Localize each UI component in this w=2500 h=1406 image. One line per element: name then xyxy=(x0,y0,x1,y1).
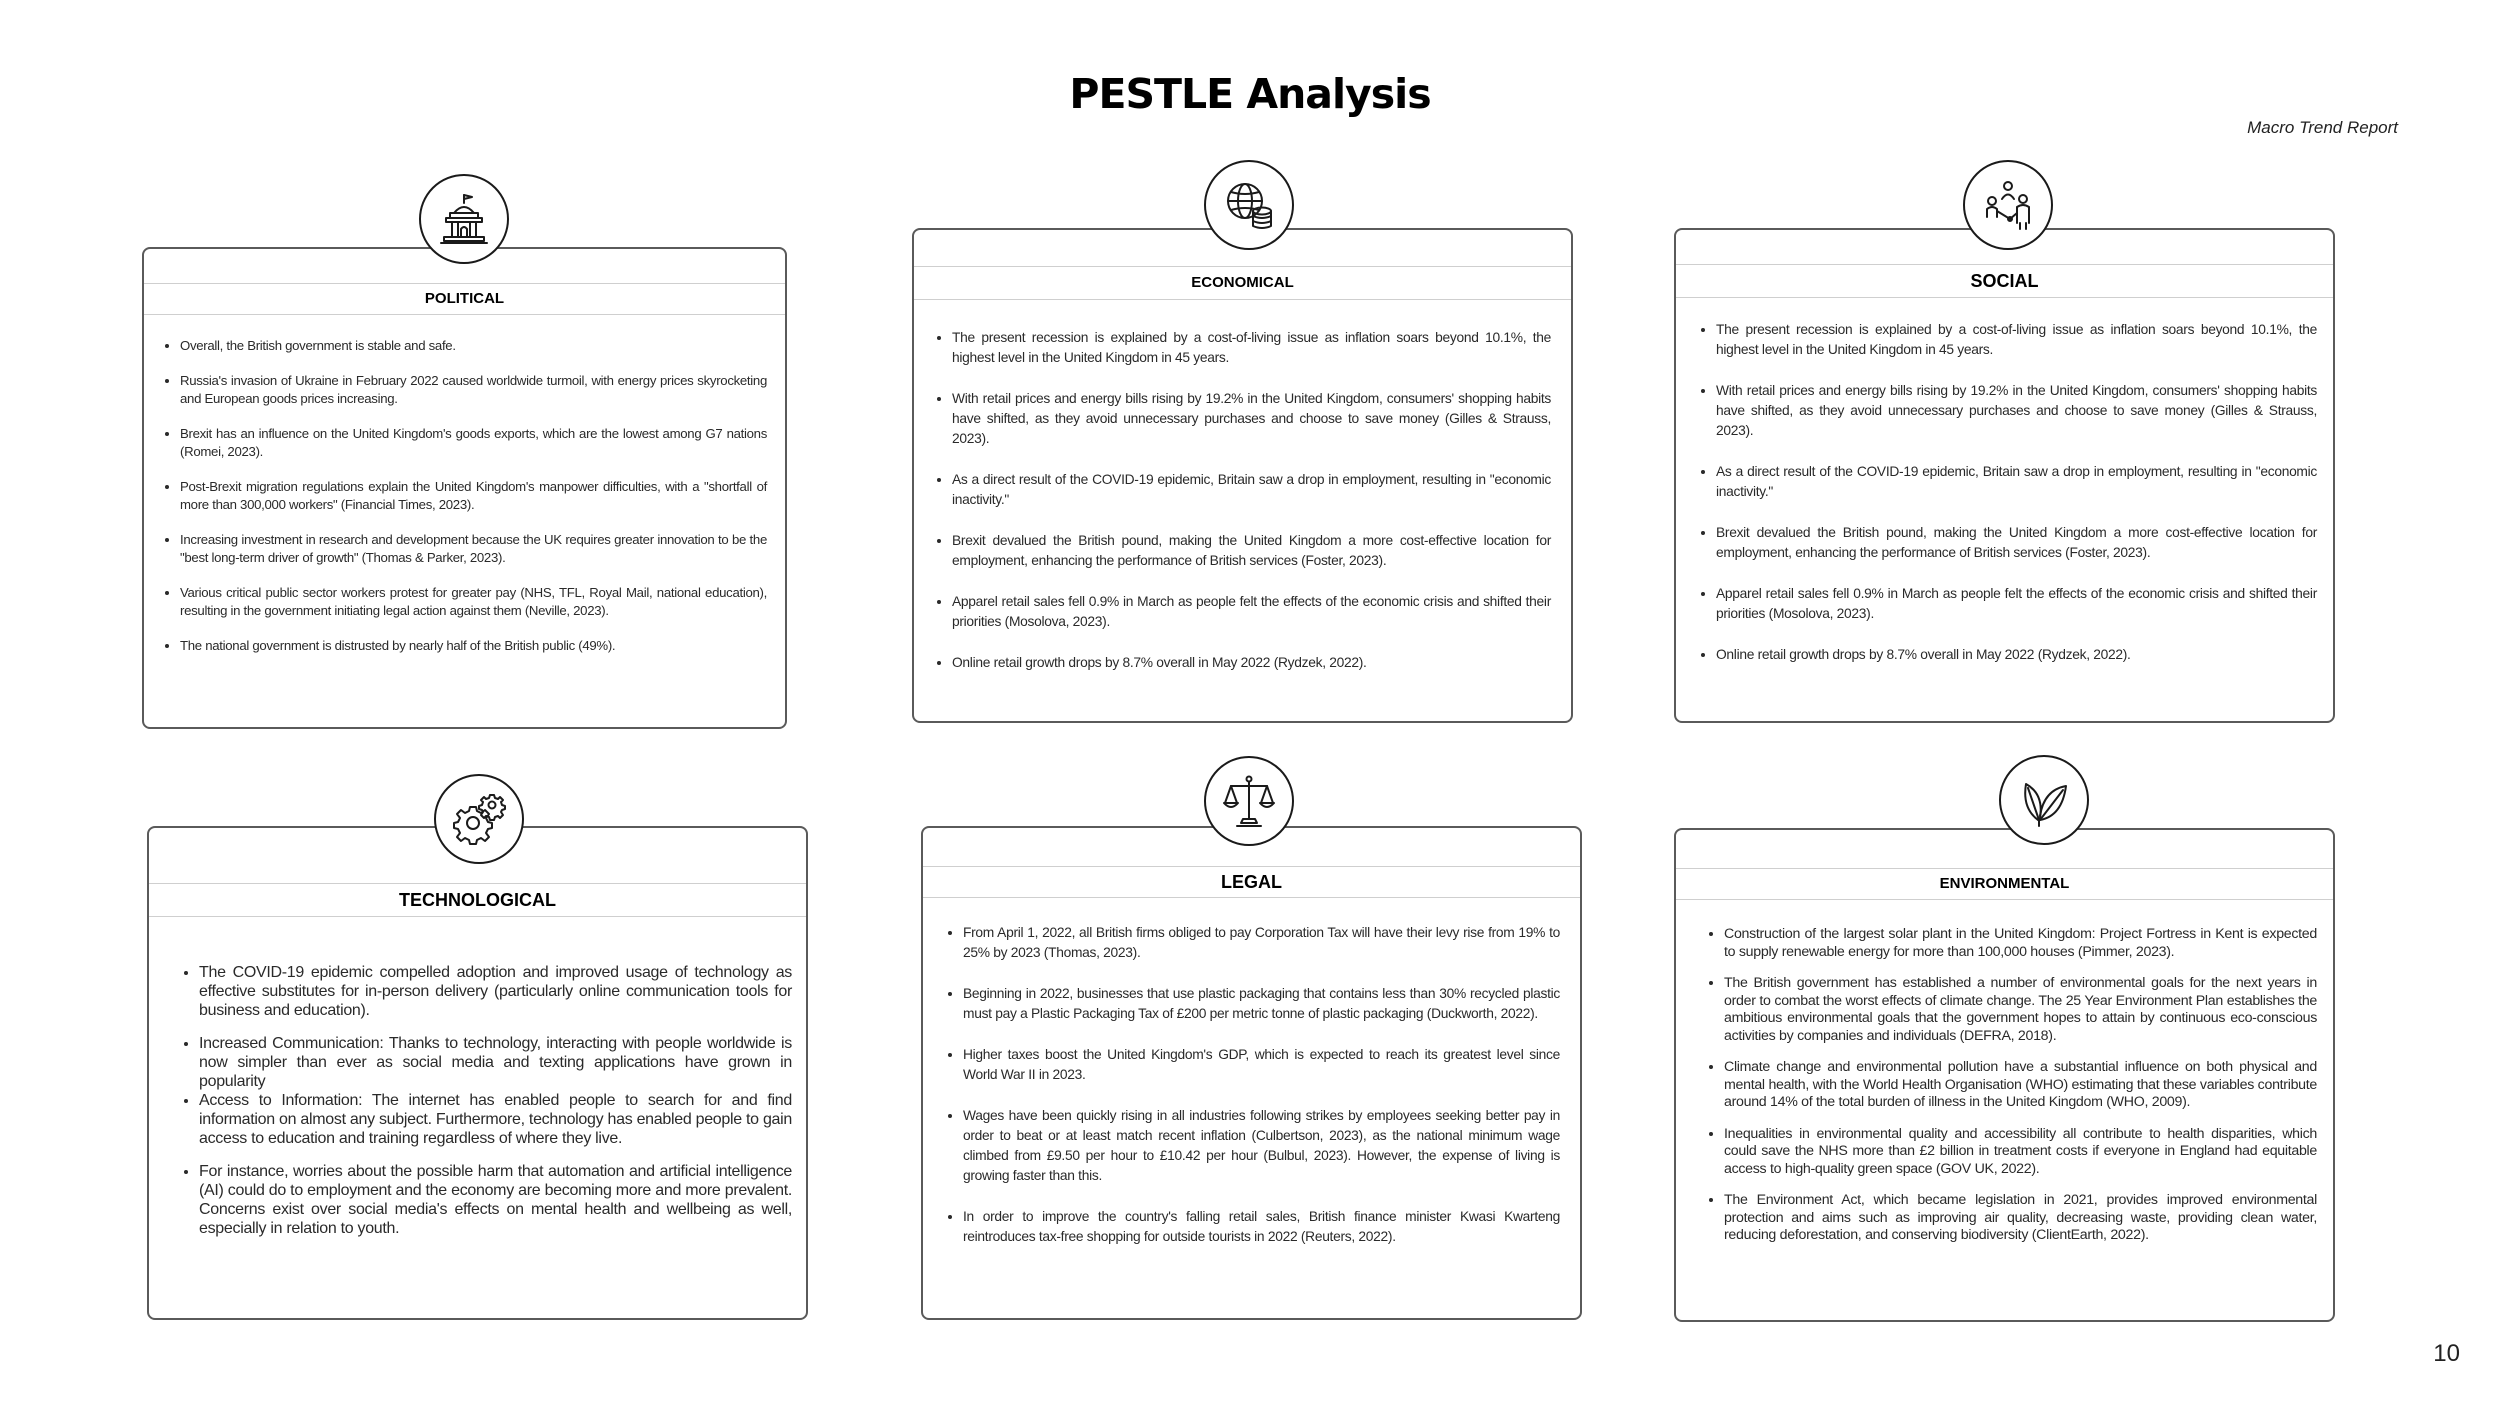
list-item: • From April 1, 2022, all British firms obliged to pay Corporation Tax will have their levy rise from 19% to 25% by 2023 (Thomas, 2023). xyxy=(963,923,1560,963)
list-item: • Beginning in 2022, businesses that use plastic packaging that contains less than 30% recycled plastic must pay a Plastic Packaging Tax of £200 per metric tonne of plastic packaging (Duckworth, 2022). xyxy=(963,984,1560,1024)
environmental-list xyxy=(1702,926,2317,1259)
government-building-icon xyxy=(419,174,509,264)
list-item: • Higher taxes boost the United Kingdom's GDP, which is expected to reach its greatest level since World War II in 2023. xyxy=(963,1045,1560,1085)
list-item: • Overall, the British government is stable and safe. xyxy=(180,337,767,355)
list-item: • With retail prices and energy bills rising by 19.2% in the United Kingdom, consumers' shopping habits have shifted, as they avoid unnecessary purchases and choose to save money (Gilles & Strauss, 2023). xyxy=(1716,381,2317,441)
list-item: • Access to Information: The internet has enabled people to search for and find information on almost any subject. Furthermore, technology has enabled people to gain access to education and training regardless of where they live. xyxy=(199,1091,792,1148)
economical-heading: ECONOMICAL xyxy=(914,266,1571,300)
economical-list xyxy=(930,328,1551,694)
globe-coins-icon xyxy=(1204,160,1294,250)
technological-card xyxy=(147,826,808,1320)
page-title: PESTLE Analysis xyxy=(1069,70,1431,118)
list-item: • Increasing investment in research and development because the UK requires greater innovation to be the "best long-term driver of growth" (Thomas & Parker, 2023). xyxy=(180,531,767,567)
technological-heading: TECHNOLOGICAL xyxy=(149,883,806,917)
list-item: • Increased Communication: Thanks to technology, interacting with people worldwide is now simpler than ever as social media and texting applications have grown in popularity xyxy=(199,1034,792,1091)
list-item: • Climate change and environmental pollution have a substantial influence on both physical and mental health, with the World Health Organisation (WHO) estimating that these variables contribute around 14% of the total burden of illness in the United Kingdom (WHO, 2009). xyxy=(1724,1059,2317,1112)
technological-list xyxy=(177,963,792,1252)
social-heading: SOCIAL xyxy=(1676,264,2333,298)
list-item: • The Environment Act, which became legislation in 2021, provides improved environmental protection and aims such as improving air quality, decreasing waste, providing clean water, reducing deforestation, and conserving biodiversity (ClientEarth, 2022). xyxy=(1724,1192,2317,1245)
list-item: • Brexit has an influence on the United Kingdom's goods exports, which are the lowest among G7 nations (Romei, 2023). xyxy=(180,425,767,461)
list-item: • The present recession is explained by a cost-of-living issue as inflation soars beyond 10.1%, the highest level in the United Kingdom in 45 years. xyxy=(1716,320,2317,360)
list-item: • Construction of the largest solar plant in the United Kingdom: Project Fortress in Kent is expected to supply renewable energy for more than 100,000 houses (Pimmer, 2023). xyxy=(1724,926,2317,961)
list-item: • Apparel retail sales fell 0.9% in March as people felt the effects of the economic crisis and shifted their priorities (Mosolova, 2023). xyxy=(1716,584,2317,624)
list-item: • Brexit devalued the British pound, making the United Kingdom a more cost-effective location for employment, enhancing the performance of British services (Foster, 2023). xyxy=(1716,523,2317,563)
people-network-icon xyxy=(1963,160,2053,250)
legal-heading: LEGAL xyxy=(923,866,1580,898)
list-item: • The national government is distrusted by nearly half of the British public (49%). xyxy=(180,637,767,655)
political-card xyxy=(142,247,787,729)
list-item: • For instance, worries about the possible harm that automation and artificial intelligence (AI) could do to employment and the economy are becoming more and more prevalent. Concerns exist over social media's effects on mental health and wellbeing as well, especially in relation to youth. xyxy=(199,1162,792,1238)
list-item: • Online retail growth drops by 8.7% overall in May 2022 (Rydzek, 2022). xyxy=(1716,645,2317,665)
list-item: • Apparel retail sales fell 0.9% in March as people felt the effects of the economic crisis and shifted their priorities (Mosolova, 2023). xyxy=(952,592,1551,632)
list-item: • The COVID-19 epidemic compelled adoption and improved usage of technology as effective substitutes for in-person delivery (particularly online communication tools for business and education). xyxy=(199,963,792,1020)
legal-card xyxy=(921,826,1582,1320)
economical-card xyxy=(912,228,1573,723)
leaves-icon xyxy=(1999,755,2089,845)
list-item: • The present recession is explained by a cost-of-living issue as inflation soars beyond 10.1%, the highest level in the United Kingdom in 45 years. xyxy=(952,328,1551,368)
list-item: • Online retail growth drops by 8.7% overall in May 2022 (Rydzek, 2022). xyxy=(952,653,1551,673)
environmental-heading: ENVIRONMENTAL xyxy=(1676,868,2333,900)
report-subtitle: Macro Trend Report xyxy=(2247,118,2398,137)
list-item: • In order to improve the country's falling retail sales, British finance minister Kwasi Kwarteng reintroduces tax-free shopping for outside tourists in 2022 (Reuters, 2022). xyxy=(963,1207,1560,1247)
list-item: • Brexit devalued the British pound, making the United Kingdom a more cost-effective location for employment, enhancing the performance of British services (Foster, 2023). xyxy=(952,531,1551,571)
list-item: • Post-Brexit migration regulations explain the United Kingdom's manpower difficulties, with a "shortfall of more than 300,000 workers" (Financial Times, 2023). xyxy=(180,478,767,514)
list-item: • Wages have been quickly rising in all industries following strikes by employees seeking better pay in order to beat or at least match recent inflation (Culbertson, 2023), as the national minimum wage climbed from £9.50 per hour to £10.42 per hour (Bulbul, 2023). However, the expense of living is growing faster than this. xyxy=(963,1106,1560,1186)
environmental-card xyxy=(1674,828,2335,1322)
list-item: • Russia's invasion of Ukraine in February 2022 caused worldwide turmoil, with energy prices skyrocketing and European goods prices increasing. xyxy=(180,372,767,408)
social-card xyxy=(1674,228,2335,723)
political-heading: POLITICAL xyxy=(144,283,785,315)
list-item: • As a direct result of the COVID-19 epidemic, Britain saw a drop in employment, resulting in "economic inactivity." xyxy=(1716,462,2317,502)
list-item: • With retail prices and energy bills rising by 19.2% in the United Kingdom, consumers' shopping habits have shifted, as they avoid unnecessary purchases and choose to save money (Gilles & Strauss, 2023). xyxy=(952,389,1551,449)
list-item: • Various critical public sector workers protest for greater pay (NHS, TFL, Royal Mail, national education), resulting in the government initiating legal action against them (Neville, 2023). xyxy=(180,584,767,620)
scales-of-justice-icon xyxy=(1204,756,1294,846)
list-item: • Inequalities in environmental quality and accessibility all contribute to health disparities, which could save the NHS more than £2 billion in treatment costs if everyone in England had equitable access to high-quality green space (GOV UK, 2022). xyxy=(1724,1126,2317,1179)
social-list xyxy=(1694,320,2317,686)
list-item: • As a direct result of the COVID-19 epidemic, Britain saw a drop in employment, resulting in "economic inactivity." xyxy=(952,470,1551,510)
page-number: 10 xyxy=(2433,1340,2460,1367)
list-item: • The British government has established a number of environmental goals for the next years in order to combat the worst effects of climate change. The 25 Year Environment Plan establishes the ambitious environmental goals that the government hopes to attain by continuous eco-conscious activities by companies and individuals (DEFRA, 2018). xyxy=(1724,975,2317,1045)
legal-list xyxy=(941,923,1560,1268)
gears-icon xyxy=(434,774,524,864)
political-list xyxy=(158,337,767,672)
